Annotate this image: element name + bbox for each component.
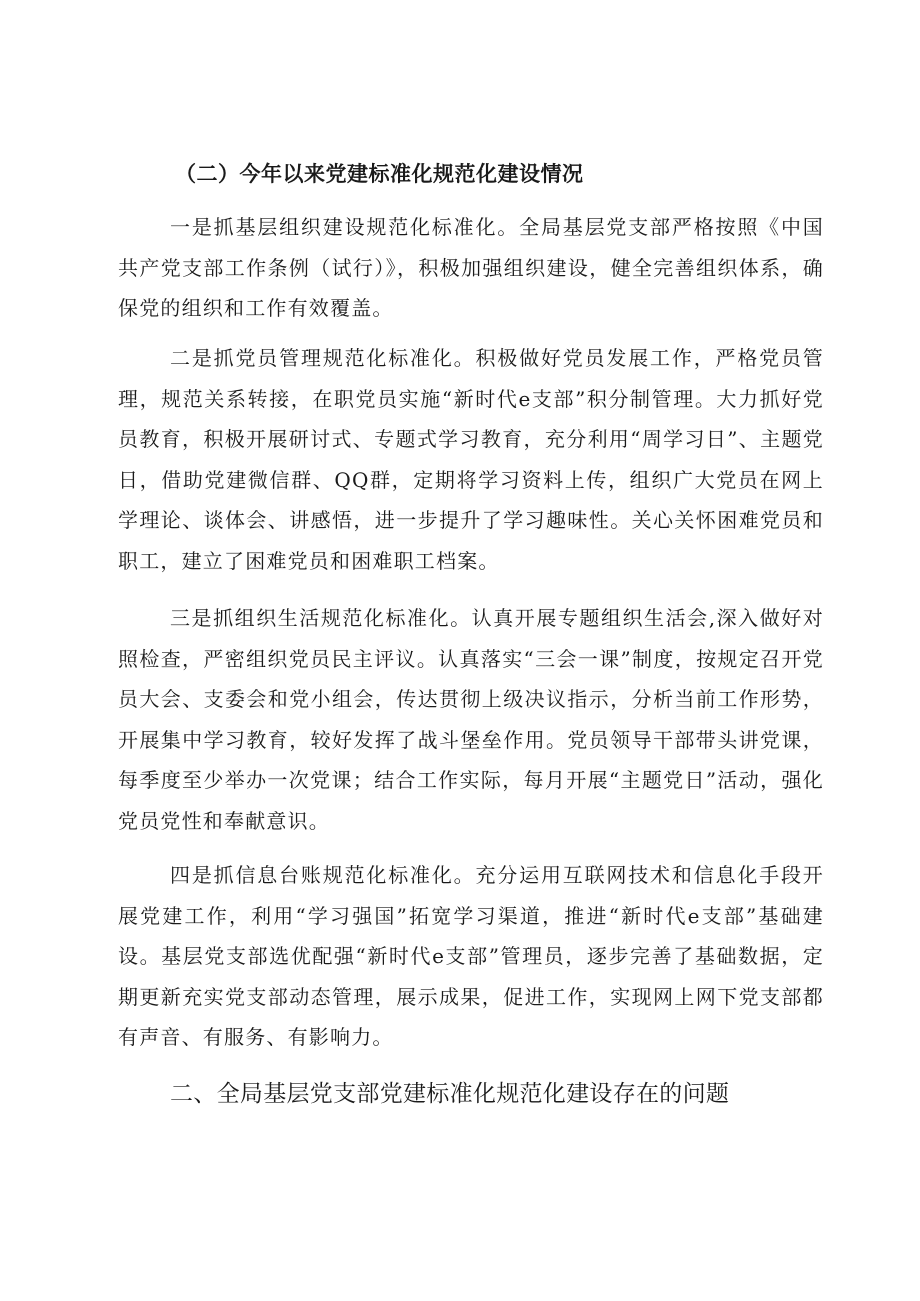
paragraph-organization: 一是抓基层组织建设规范化标准化。全局基层党支部严格按照《中国共产党支部工作条例（试行）》，积极加强组织建设，健全完善组织体系，确保党的组织和工作有效覆盖。 xyxy=(118,215,824,320)
paragraph-member-management: 二是抓党员管理规范化标准化。积极做好党员发展工作，严格党员管理，规范关系转接，在职党员实施“新时代e支部”积分制管理。大力抓好党员教育，积极开展研讨式、专题式学习教育，充分利用“周学习日”、主题党日，借助党建微信群、QQ群，定期将学习资料上传，组织广大党员在网上学理论、谈体会、讲感悟，进一步提升了学习趣味性。关心关怀困难党员和职工，建立了困难党员和困难职工档案。 xyxy=(118,346,824,573)
paragraph-organization-life: 三是抓组织生活规范化标准化。认真开展专题组织生活会,深入做好对照检查，严密组织党员民主评议。认真落实“三会一课”制度，按规定召开党员大会、支委会和党小组会，传达贯彻上级决议指示，分析当前工作形势，开展集中学习教育，较好发挥了战斗堡垒作用。党员领导干部带头讲党课，每季度至少举办一次党课；结合工作实际，每月开展“主题党日”活动，强化党员党性和奉献意识。 xyxy=(118,606,824,833)
paragraph-information-ledger: 四是抓信息台账规范化标准化。充分运用互联网技术和信息化手段开展党建工作，利用“学习强国”拓宽学习渠道，推进“新时代e支部”基础建设。基层党支部选优配强“新时代e支部”管理员，逐步完善了基础数据，定期更新充实党支部动态管理，展示成果，促进工作，实现网上网下党支部都有声音、有服务、有影响力。 xyxy=(118,863,824,1049)
subheading: （二）今年以来党建标准化规范化建设情况 xyxy=(175,162,584,186)
section-heading: 二、全局基层党支部党建标准化规范化建设存在的问题 xyxy=(170,1081,730,1107)
